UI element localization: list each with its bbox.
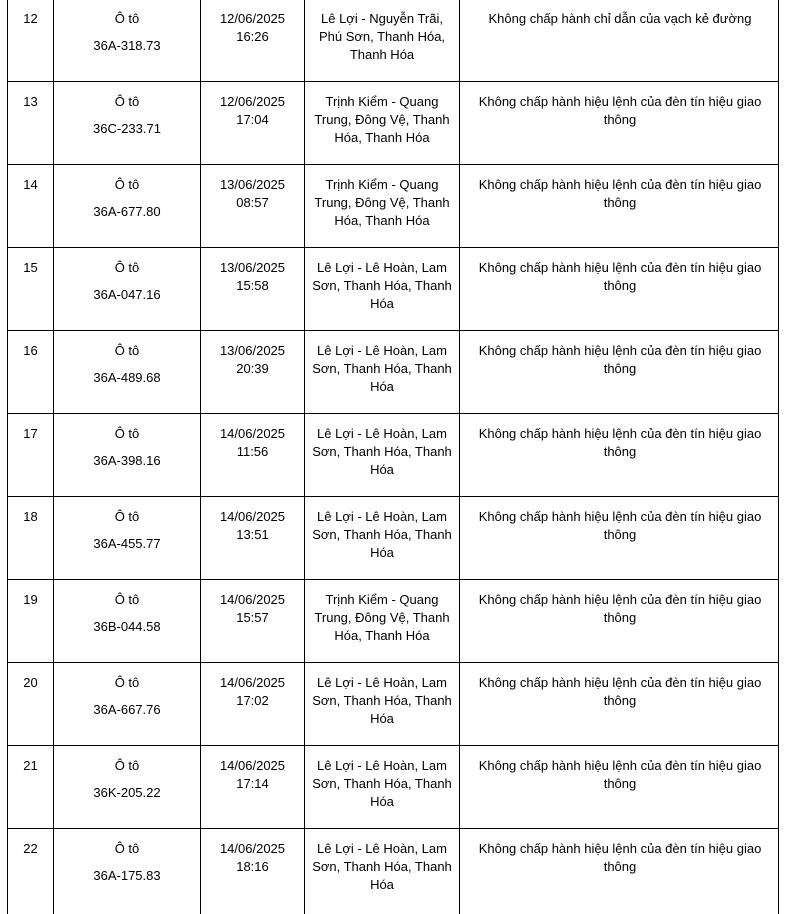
violation-time: 16:26 [201,28,304,46]
license-plate: 36A-677.80 [54,203,200,221]
row-number [8,0,54,82]
violation-location: Lê Lợi - Lê Hoàn, Lam Sơn, Thanh Hóa, Thanh Hóa [312,758,452,809]
violations-table-body [8,0,779,914]
license-plate: 36A-455.77 [54,535,200,553]
datetime-cell [201,829,305,914]
vehicle-type: Ô tô [54,342,200,360]
vehicle-cell [54,746,201,829]
violation-date: 12/06/2025 [201,10,304,28]
row-number-value: 19 [23,592,37,607]
vehicle-type: Ô tô [54,93,200,111]
vehicle-type: Ô tô [54,176,200,194]
vehicle-type: Ô tô [54,508,200,526]
location-cell [305,746,460,829]
violation-description: Không chấp hành hiệu lệnh của đèn tín hiệu giao thông [479,675,762,708]
violation-location: Lê Lợi - Lê Hoàn, Lam Sơn, Thanh Hóa, Thanh Hóa [312,841,452,892]
violation-date: 14/06/2025 [201,757,304,775]
vehicle-type: Ô tô [54,757,200,775]
vehicle-cell [54,414,201,497]
violation-date: 14/06/2025 [201,425,304,443]
datetime-cell [201,580,305,663]
violation-location: Lê Lợi - Nguyễn Trãi, Phú Sơn, Thanh Hóa, Thanh Hóa [319,11,445,62]
violation-time: 15:57 [201,609,304,627]
datetime-cell [201,497,305,580]
violation-cell [460,580,779,663]
row-number [8,580,54,663]
row-number-value: 20 [23,675,37,690]
row-number-value: 21 [23,758,37,773]
violation-location: Lê Lợi - Lê Hoàn, Lam Sơn, Thanh Hóa, Thanh Hóa [312,509,452,560]
row-number-value: 17 [23,426,37,441]
vehicle-cell [54,497,201,580]
vehicle-type: Ô tô [54,840,200,858]
location-cell [305,331,460,414]
violation-date: 13/06/2025 [201,342,304,360]
row-number [8,746,54,829]
violation-cell [460,165,779,248]
violation-cell [460,0,779,82]
vehicle-cell [54,0,201,82]
row-number [8,82,54,165]
row-number-value: 12 [23,11,37,26]
datetime-cell [201,82,305,165]
violation-description: Không chấp hành hiệu lệnh của đèn tín hiệu giao thông [479,841,762,874]
violation-cell [460,331,779,414]
violation-time: 11:56 [201,443,304,461]
violation-description: Không chấp hành hiệu lệnh của đèn tín hiệu giao thông [479,343,762,376]
violation-location: Lê Lợi - Lê Hoàn, Lam Sơn, Thanh Hóa, Thanh Hóa [312,426,452,477]
license-plate: 36K-205.22 [54,784,200,802]
violation-description: Không chấp hành hiệu lệnh của đèn tín hiệu giao thông [479,758,762,791]
vehicle-cell [54,829,201,914]
vehicle-cell [54,165,201,248]
license-plate: 36A-398.16 [54,452,200,470]
datetime-cell [201,414,305,497]
violation-time: 17:14 [201,775,304,793]
license-plate: 36A-667.76 [54,701,200,719]
violation-description: Không chấp hành hiệu lệnh của đèn tín hiệu giao thông [479,426,762,459]
vehicle-cell [54,331,201,414]
table-row [8,580,779,663]
vehicle-cell [54,580,201,663]
table-row [8,829,779,914]
violation-cell [460,663,779,746]
violation-time: 17:04 [201,111,304,129]
row-number-value: 15 [23,260,37,275]
violation-time: 18:16 [201,858,304,876]
violation-time: 08:57 [201,194,304,212]
violation-time: 20:39 [201,360,304,378]
violation-date: 14/06/2025 [201,508,304,526]
location-cell [305,497,460,580]
datetime-cell [201,331,305,414]
table-row [8,746,779,829]
row-number [8,165,54,248]
vehicle-cell [54,663,201,746]
table-row [8,663,779,746]
vehicle-type: Ô tô [54,591,200,609]
violation-description: Không chấp hành hiệu lệnh của đèn tín hiệu giao thông [479,94,762,127]
location-cell [305,414,460,497]
violation-location: Trịnh Kiểm - Quang Trung, Đông Vệ, Thanh Hóa, Thanh Hóa [314,592,449,643]
violation-time: 13:51 [201,526,304,544]
row-number [8,829,54,914]
table-row [8,331,779,414]
license-plate: 36C-233.71 [54,120,200,138]
vehicle-type: Ô tô [54,674,200,692]
row-number-value: 18 [23,509,37,524]
location-cell [305,0,460,82]
license-plate: 36A-489.68 [54,369,200,387]
table-row [8,248,779,331]
table-row [8,165,779,248]
row-number-value: 13 [23,94,37,109]
violation-description: Không chấp hành hiệu lệnh của đèn tín hiệu giao thông [479,509,762,542]
datetime-cell [201,746,305,829]
violation-description: Không chấp hành hiệu lệnh của đèn tín hiệu giao thông [479,260,762,293]
location-cell [305,580,460,663]
violation-location: Trịnh Kiểm - Quang Trung, Đông Vệ, Thanh Hóa, Thanh Hóa [314,177,449,228]
license-plate: 36A-318.73 [54,37,200,55]
row-number [8,663,54,746]
row-number-value: 16 [23,343,37,358]
row-number [8,248,54,331]
violation-description: Không chấp hành hiệu lệnh của đèn tín hiệu giao thông [479,177,762,210]
violation-cell [460,497,779,580]
row-number [8,331,54,414]
violation-time: 15:58 [201,277,304,295]
vehicle-cell [54,248,201,331]
violation-location: Lê Lợi - Lê Hoàn, Lam Sơn, Thanh Hóa, Thanh Hóa [312,675,452,726]
violation-cell [460,829,779,914]
location-cell [305,248,460,331]
vehicle-type: Ô tô [54,259,200,277]
license-plate: 36A-175.83 [54,867,200,885]
location-cell [305,82,460,165]
violation-date: 12/06/2025 [201,93,304,111]
violation-location: Lê Lợi - Lê Hoàn, Lam Sơn, Thanh Hóa, Thanh Hóa [312,343,452,394]
violation-description: Không chấp hành hiệu lệnh của đèn tín hiệu giao thông [479,592,762,625]
row-number-value: 14 [23,177,37,192]
violation-time: 17:02 [201,692,304,710]
violation-cell [460,414,779,497]
violation-cell [460,82,779,165]
violation-location: Lê Lợi - Lê Hoàn, Lam Sơn, Thanh Hóa, Thanh Hóa [312,260,452,311]
location-cell [305,663,460,746]
license-plate: 36A-047.16 [54,286,200,304]
license-plate: 36B-044.58 [54,618,200,636]
table-row [8,414,779,497]
datetime-cell [201,0,305,82]
violations-table-container [7,0,778,914]
table-row [8,82,779,165]
location-cell [305,165,460,248]
row-number [8,497,54,580]
violation-cell [460,746,779,829]
datetime-cell [201,248,305,331]
violations-table [7,0,779,914]
table-row [8,0,779,82]
violation-date: 13/06/2025 [201,176,304,194]
datetime-cell [201,663,305,746]
vehicle-cell [54,82,201,165]
row-number [8,414,54,497]
table-row [8,497,779,580]
violation-description: Không chấp hành chỉ dẫn của vạch kẻ đường [489,11,752,26]
violation-date: 13/06/2025 [201,259,304,277]
vehicle-type: Ô tô [54,425,200,443]
violation-location: Trịnh Kiểm - Quang Trung, Đông Vệ, Thanh Hóa, Thanh Hóa [314,94,449,145]
vehicle-type: Ô tô [54,10,200,28]
violation-date: 14/06/2025 [201,840,304,858]
location-cell [305,829,460,914]
violation-date: 14/06/2025 [201,674,304,692]
violation-date: 14/06/2025 [201,591,304,609]
row-number-value: 22 [23,841,37,856]
violation-cell [460,248,779,331]
datetime-cell [201,165,305,248]
